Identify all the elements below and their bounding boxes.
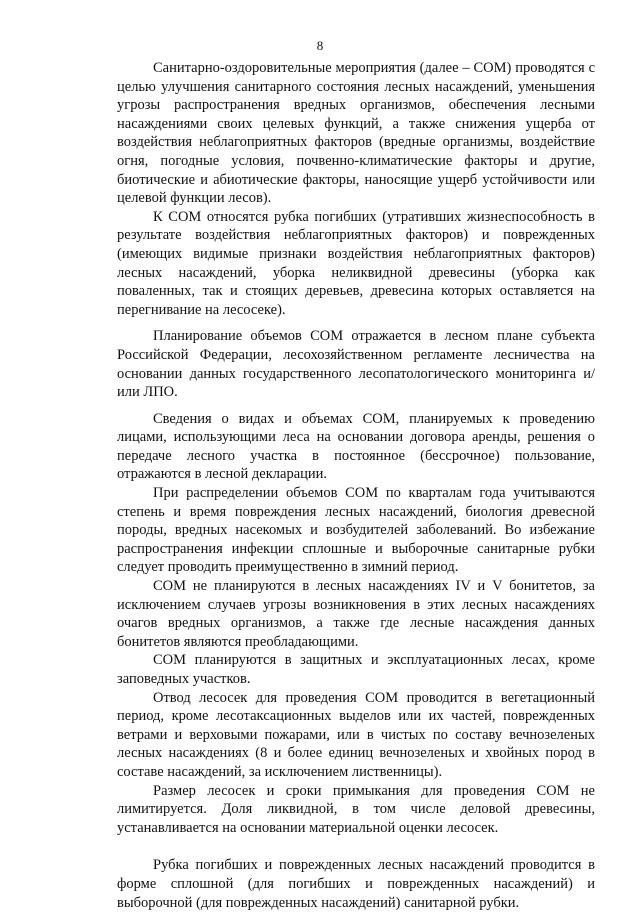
paragraph-som-cutting-size: Размер лесосек и сроки примыкания для проведения СОМ не лимитируется. Доля ликвидной, в том числе деловой древесины, устанавливается на основании материальной оценки лесосек. [117, 782, 595, 836]
paragraph-som-forest-types: СОМ планируются в защитных и эксплуатационных лесах, кроме заповедных участков. [117, 652, 595, 687]
paragraph-som-quarterly-distribution: При распределении объемов СОМ по кварталам года учитываются степень и время повреждения лесных насаждений, биология древесной породы, вредных насекомых и возбудителей заболеваний. Во избежание распространения инфекции сплошные и выборочные санитарные рубки следует проводить преимущественно в зимний период. [117, 485, 595, 576]
paragraph-som-bonitet-exclusion: СОМ не планируются в лесных насаждениях IV и V бонитетов, за исключением случаев угрозы возникновения в этих лесных насаждениях очагов вредных организмов, а также где лесные насаждения данных бонитетов являются преобладающими. [117, 578, 595, 650]
paragraph-som-allotment: Отвод лесосек для проведения СОМ проводится в вегетационный период, кроме лесотаксационных выделов или их частей, поврежденных ветрами и верховыми пожарами, или в чистых по составу вечнозеленых лесных насаждениях (8 и более единиц вечнозеленых и хвойных пород в составе насаждений, за исключением лиственницы). [117, 689, 595, 780]
paragraph-som-planning: Планирование объемов СОМ отражается в лесном плане субъекта Российской Федерации, лесохозяйственном регламенте лесничества на основании данных государственного лесопатологического мониторинга и/или ЛПО. [117, 328, 595, 401]
paragraph-som-definition: Санитарно-оздоровительные мероприятия (далее – СОМ) проводятся с целью улучшения санитарного состояния лесных насаждений, уменьшения угрозы распространения вредных организмов, обеспечения лесными насаждениями своих целевых функций, а также снижения ущерба от воздействия неблагоприятных факторов (вредные организмы, воздействие огня, погодные условия, почвенно-климатические факторы и другие, биотические и абиотические факторы, наносящие ущерб устойчивости или целевой функции лесов). [117, 60, 595, 207]
page-number: 8 [316, 38, 324, 53]
paragraph-som-composition: К СОМ относятся рубка погибших (утративших жизнеспособность в результате воздействия неблагоприятных факторов) и поврежденных (имеющих видимые признаки воздействия неблагоприятных факторов) лесных насаждений, уборка неликвидной древесины (уборка как поваленных, так и стоящих деревьев, древесина которых оставляется на перегнивание на лесосеке). [117, 208, 595, 318]
paragraph-sanitary-felling-forms: Рубка погибших и поврежденных лесных насаждений проводится в форме сплошной (для погибших и поврежденных насаждений) и выборочной (для поврежденных насаждений) санитарной рубки. [117, 857, 595, 911]
paragraph-som-declaration: Сведения о видах и объемах СОМ, планируемых к проведению лицами, использующими леса на основании договора аренды, решения о передаче лесного участка в постоянное (бессрочное) пользование, отражаются в лесной декларации. [117, 410, 595, 483]
document-body [117, 59, 595, 912]
